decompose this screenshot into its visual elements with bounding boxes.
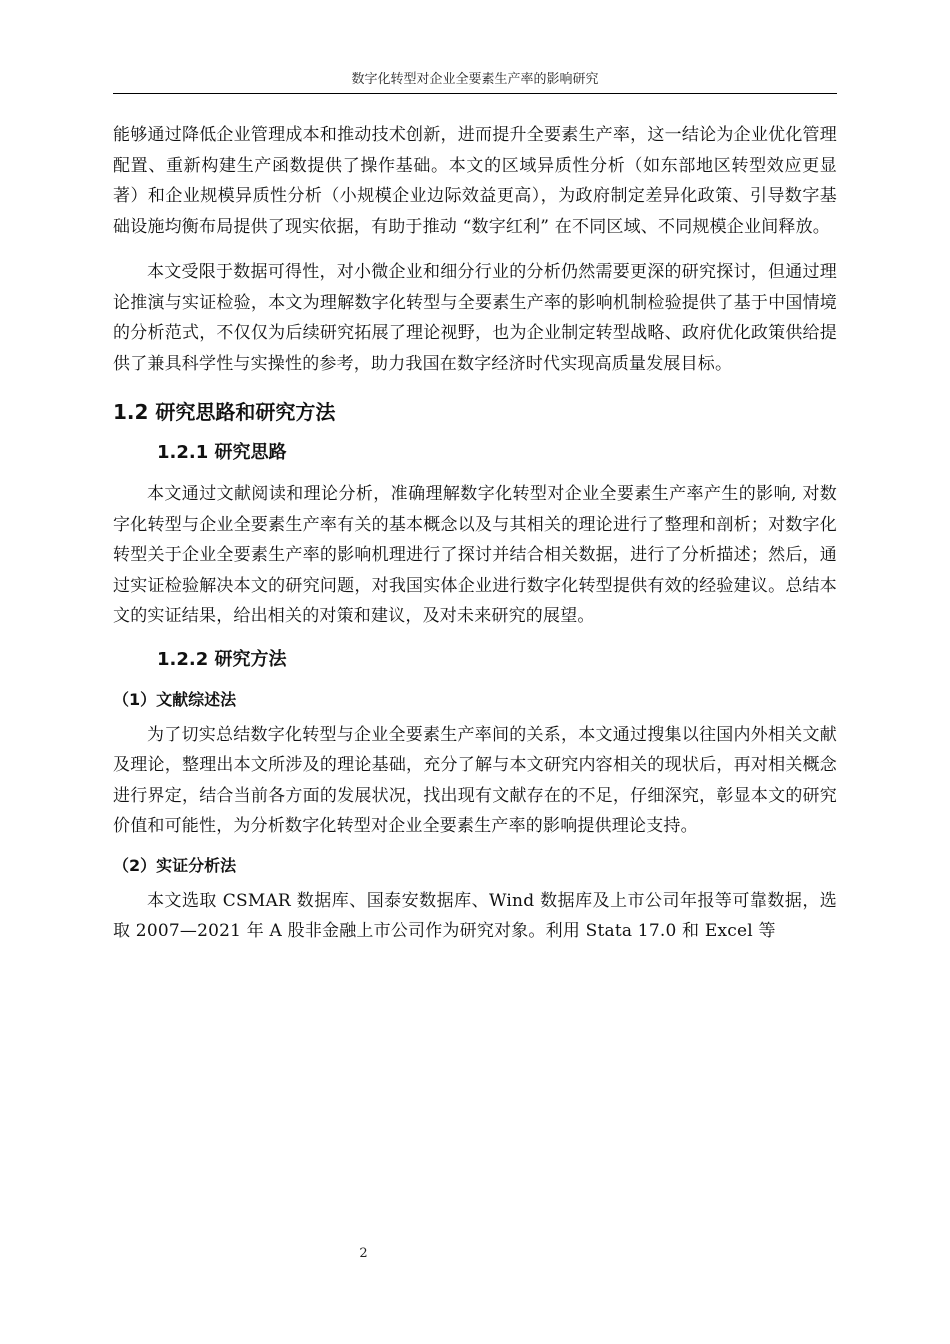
method-heading-empirical-analysis: （2）实证分析法 [113, 855, 237, 875]
paragraph-research-approach: 本文通过文献阅读和理论分析，准确理解数字化转型对企业全要素生产率产生的影响, 对数字化转型与企业全要素生产率有关的基本概念以及与其相关的理论进行了整理和剖析；对数字化转型关于企业全要素生产率的影响机理进行了探讨并结合相关数据，进行了分析描述；然后，通过实证检验解决本文的研究问题，对我国实体企业进行数字化转型提供有效的经验建议。总结本文的实证结果，给出相关的对策和建议，及对未来研究的展望。 [113, 484, 837, 626]
paragraph-limitations: 本文受限于数据可得性，对小微企业和细分行业的分析仍然需要更深的研究探讨，但通过理论推演与实证检验，本文为理解数字化转型与全要素生产率的影响机制检验提供了基于中国情境的分析范式，不仅仅为后续研究拓展了理论视野，也为企业制定转型战略、政府优化政策供给提供了兼具科学性与实操性的参考，助力我国在数字经济时代实现高质量发展目标。 [113, 262, 837, 374]
paragraph-empirical-analysis: 本文选取 CSMAR 数据库、国泰安数据库、Wind 数据库及上市公司年报等可靠数据，选取 2007—2021 年 A 股非金融上市公司作为研究对象。利用 Stata 17.0 和 Excel 等 [113, 890, 837, 941]
section-heading-1-2: 1.2 研究思路和研究方法 [113, 400, 336, 424]
paragraph-continued: 能够通过降低企业管理成本和推动技术创新，进而提升全要素生产率，这一结论为企业优化管理配置、重新构建生产函数提供了操作基础。本文的区域异质性分析（如东部地区转型效应更显著）和企业规模异质性分析（小规模企业边际效益更高），为政府制定差异化政策、引导数字基础设施均衡布局提供了现实依据，有助于推动 “数字红利” 在不同区域、不同规模企业间释放。 [113, 125, 837, 237]
subsection-heading-1-2-2: 1.2.2 研究方法 [157, 648, 287, 670]
running-header: 数字化转型对企业全要素生产率的影响研究 [113, 68, 837, 94]
page-body [113, 120, 837, 947]
paragraph-literature-review: 为了切实总结数字化转型与企业全要素生产率间的关系，本文通过搜集以往国内外相关文献及理论，整理出本文所涉及的理论基础，充分了解与本文研究内容相关的现状后，再对相关概念进行界定，结合当前各方面的发展状况，找出现有文献存在的不足，仔细深究，彰显本文的研究价值和可能性，为分析数字化转型对企业全要素生产率的影响提供理论支持。 [113, 724, 837, 836]
subsection-heading-1-2-1: 1.2.1 研究思路 [157, 442, 287, 463]
page-number: 2 [359, 1246, 368, 1261]
method-heading-literature-review: （1）文献综述法 [113, 689, 237, 709]
